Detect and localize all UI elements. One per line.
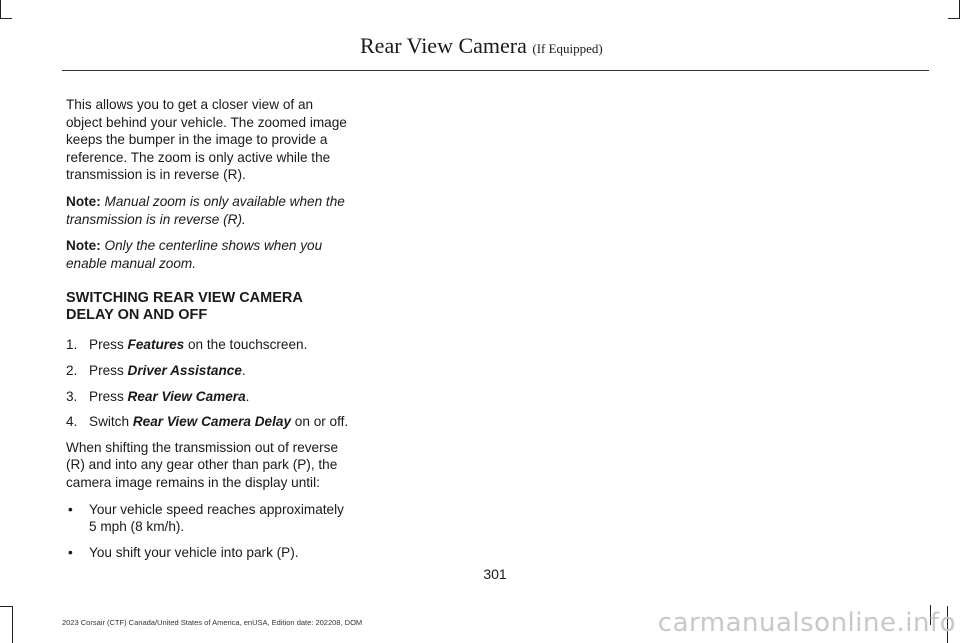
content-column (66, 96, 352, 569)
step-item (66, 362, 352, 380)
note (66, 193, 352, 228)
section-heading: SWITCHING REAR VIEW CAMERA DELAY ON AND OFF (66, 290, 303, 324)
note-text: Manual zoom is only available when the transmission is in reverse (R). (66, 193, 345, 227)
bullet-mark: • (68, 501, 73, 517)
step-number: 4. (66, 414, 78, 430)
step-post: . (241, 362, 246, 378)
page-title (360, 33, 630, 59)
watermark: carmanualsonline.info (657, 608, 956, 638)
step-emphasis: Rear View Camera (127, 388, 246, 404)
page-title-main: Rear View Camera (360, 33, 527, 58)
step-emphasis: Driver Assistance (127, 362, 242, 378)
crop-mark (0, 606, 12, 607)
step-pre: Press (89, 362, 128, 378)
page-title-subtitle: (If Equipped) (532, 41, 603, 56)
step-item (66, 388, 352, 406)
crop-mark (12, 606, 13, 643)
crop-mark (0, 18, 12, 19)
bullet-item (66, 544, 352, 562)
page-number: 301 (483, 566, 507, 582)
note-text: Only the centerline shows when you enable manual zoom. (66, 238, 323, 271)
body-paragraph: When shifting the transmission out of reverse (R) and into any gear other than park (P), the camera image remains in the display until: (66, 439, 339, 490)
step-pre: Press (89, 388, 128, 404)
step-item (66, 413, 352, 431)
step-number: 1. (66, 337, 78, 353)
bullet-text: You shift your vehicle into park (P). (89, 544, 299, 560)
header-divider (62, 70, 929, 71)
step-pre: Switch (89, 414, 133, 430)
step-emphasis: Features (127, 337, 185, 353)
note-label: Note: (66, 193, 101, 209)
step-post: on the touchscreen. (184, 337, 308, 353)
bullet-mark: • (68, 544, 73, 560)
step-post: . (245, 388, 250, 404)
crop-mark (948, 18, 960, 19)
note-label: Note: (66, 238, 101, 254)
step-number: 3. (66, 388, 78, 404)
bullet-item (66, 501, 352, 536)
step-pre: Press (89, 337, 128, 353)
note (66, 237, 352, 272)
crop-mark (0, 0, 1, 18)
bullet-text: Your vehicle speed reaches approximately 5 mph (8 km/h). (89, 501, 344, 535)
step-item (66, 336, 352, 354)
intro-paragraph: This allows you to get a closer view of an object behind your vehicle. The zoomed image keeps the bumper in the image to provide a reference. The zoom is only active while the transmission is in reverse (R). (66, 97, 347, 183)
step-emphasis: Rear View Camera Delay (132, 414, 292, 430)
step-post: on or off. (291, 414, 349, 430)
step-number: 2. (66, 362, 78, 378)
footer-edition-text: 2023 Corsair (CTF) Canada/United States of America, enUSA, Edition date: 202208, DOM (62, 618, 363, 627)
